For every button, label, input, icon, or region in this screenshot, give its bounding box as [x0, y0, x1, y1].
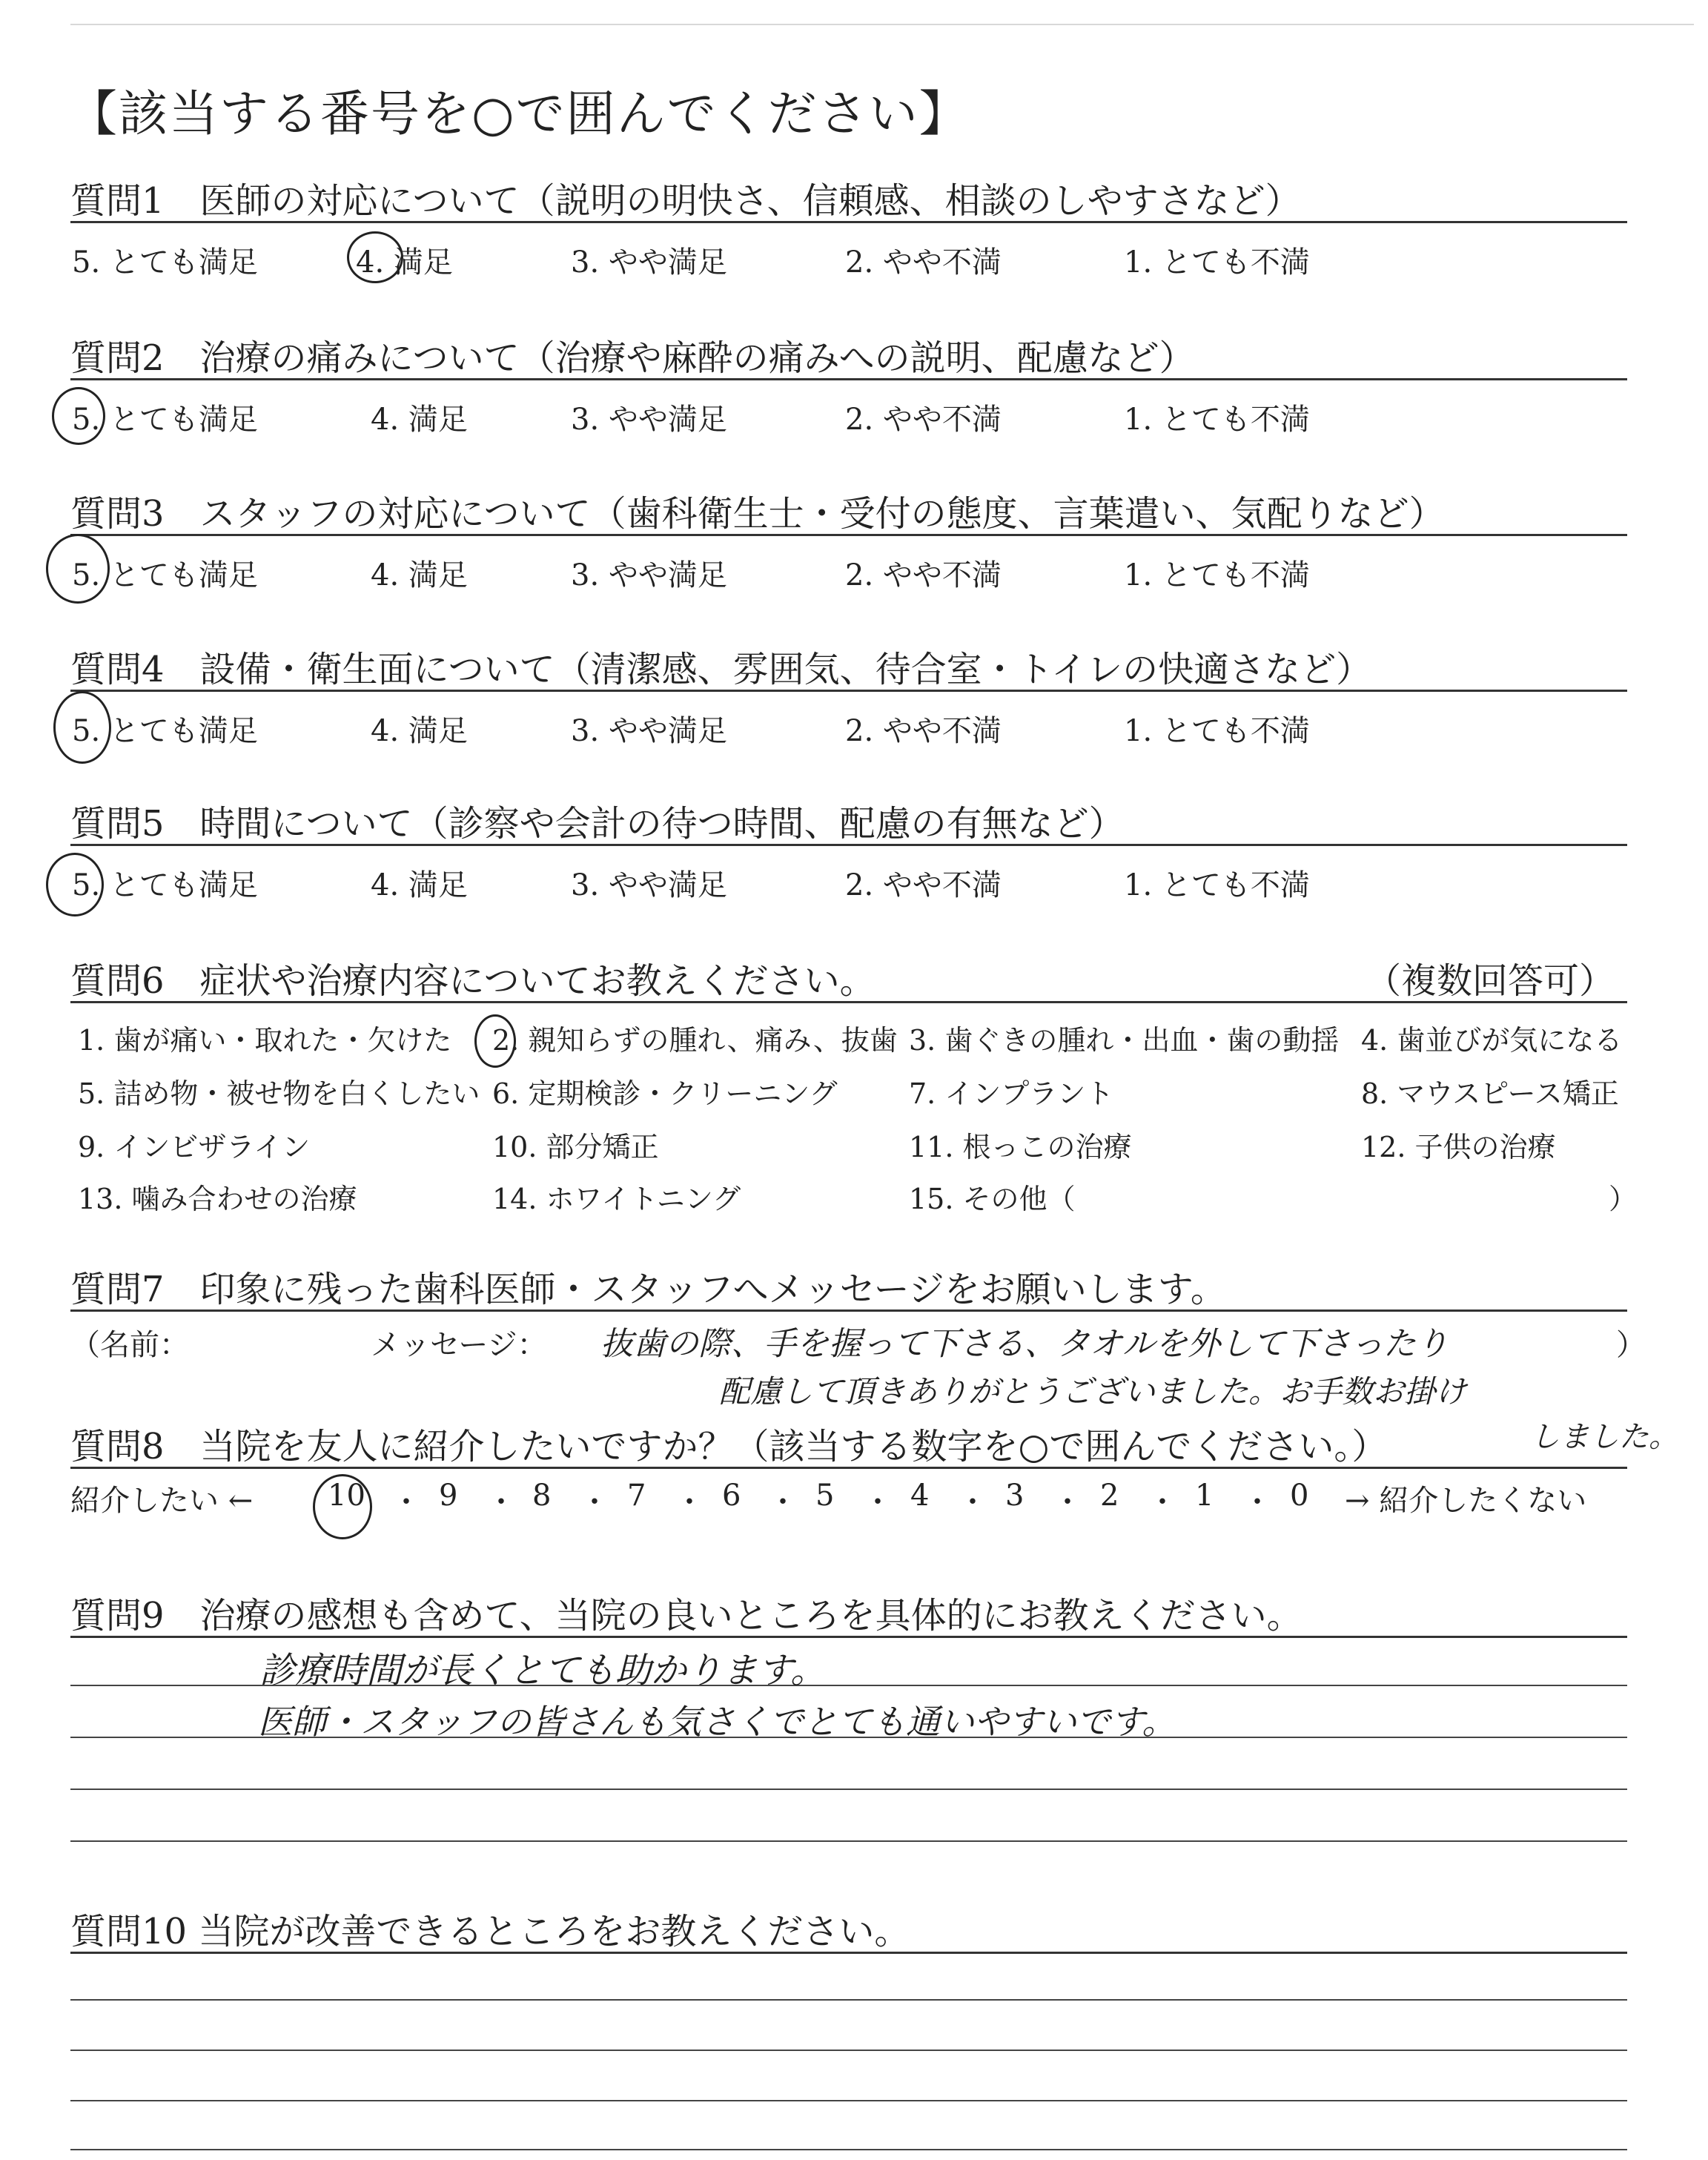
q3-option-4[interactable]: 4. 満足	[371, 558, 468, 592]
q4-option-3[interactable]: 3. やや満足	[571, 714, 727, 748]
q9-answer-line	[70, 1789, 1627, 1790]
q5-option-4[interactable]: 4. 満足	[371, 868, 468, 902]
q3-option-3[interactable]: 3. やや満足	[571, 558, 727, 592]
q6-option[interactable]: 11. 根っこの治療	[909, 1131, 1132, 1163]
q8-selection-circle	[313, 1474, 372, 1539]
q6-option[interactable]: 9. インビザライン	[78, 1131, 311, 1163]
q8-scale-value[interactable]: 6	[722, 1479, 741, 1513]
q6-note: （複数回答可）	[1366, 960, 1615, 1002]
q7-name-label: （名前：	[70, 1328, 189, 1362]
q7-message-line2: 配慮して頂きありがとうございました。お手数お掛け	[719, 1373, 1467, 1410]
q1-option-2[interactable]: 2. やや不満	[845, 245, 1002, 280]
q6-option[interactable]: 15. その他（	[909, 1183, 1076, 1215]
q10-answer-line	[70, 2149, 1627, 2150]
q6-selection-circle	[474, 1014, 516, 1068]
q7-title: 質問7 印象に残った歯科医師・スタッフへメッセージをお願いします。	[70, 1269, 1226, 1310]
q7-message-label: メッセージ：	[371, 1328, 547, 1362]
q8-scale-value[interactable]: 3	[1005, 1479, 1025, 1513]
q8-left-label: 紹介したい ←	[70, 1484, 254, 1518]
page-title: 【該当する番号を○で囲んでください】	[68, 85, 970, 142]
q6-option[interactable]: 12. 子供の治療	[1361, 1131, 1556, 1163]
q3-option-5[interactable]: 5. とても満足	[72, 558, 258, 592]
q8-scale-value[interactable]: 2	[1100, 1479, 1119, 1513]
q5-rule	[70, 844, 1627, 846]
q6-option[interactable]: 2. 親知らずの腫れ、痛み、抜歯	[492, 1024, 898, 1057]
q10-title: 質問10 当院が改善できるところをお教えください。	[70, 1911, 910, 1952]
q8-scale-value[interactable]: 5	[815, 1479, 835, 1513]
q9-title: 質問9 治療の感想も含めて、当院の良いところを具体的にお教えください。	[70, 1595, 1302, 1636]
q4-option-1[interactable]: 1. とても不満	[1124, 714, 1310, 748]
q6-option[interactable]: 6. 定期検診・クリーニング	[492, 1077, 838, 1110]
q8-scale-value[interactable]: 1	[1195, 1479, 1214, 1513]
q4-title: 質問4 設備・衛生面について（清潔感、雰囲気、待合室・トイレの快適さなど）	[70, 649, 1372, 690]
q1-rule	[70, 221, 1627, 223]
q8-scale-dot: ・	[958, 1485, 987, 1519]
q6-option[interactable]: 5. 詰め物・被せ物を白くしたい	[78, 1077, 480, 1110]
q4-rule	[70, 690, 1627, 692]
q8-scale-dot: ・	[580, 1485, 609, 1519]
q2-option-3[interactable]: 3. やや満足	[571, 403, 727, 437]
q3-title: 質問3 スタッフの対応について（歯科衛生士・受付の態度、言葉遣い、気配りなど）	[70, 493, 1445, 535]
q6-option[interactable]: 10. 部分矯正	[492, 1131, 659, 1163]
q6-other-close: ）	[1609, 1183, 1638, 1215]
q1-option-4[interactable]: 4. 満足	[356, 245, 453, 280]
q10-rule	[70, 1952, 1627, 1954]
q5-option-5[interactable]: 5. とても満足	[72, 868, 258, 902]
q8-scale-dot: ・	[486, 1485, 516, 1519]
q6-option[interactable]: 1. 歯が痛い・取れた・欠けた	[78, 1024, 452, 1057]
q8-scale-dot: ・	[675, 1485, 704, 1519]
q6-option[interactable]: 4. 歯並びが気になる	[1361, 1024, 1623, 1057]
q1-title: 質問1 医師の対応について（説明の明快さ、信頼感、相談のしやすさなど）	[70, 180, 1301, 222]
q9-answer-line	[70, 1840, 1627, 1842]
q4-selection-circle	[53, 691, 111, 764]
q3-rule	[70, 534, 1627, 536]
q10-answer-line	[70, 1999, 1627, 2001]
q8-scale-value[interactable]: 8	[532, 1479, 552, 1513]
q3-selection-circle	[46, 534, 110, 604]
q2-rule	[70, 378, 1627, 380]
q7-message-line3: しました。	[1530, 1420, 1678, 1454]
q4-option-4[interactable]: 4. 満足	[371, 714, 468, 748]
q6-option[interactable]: 8. マウスピース矯正	[1361, 1077, 1619, 1110]
q2-option-1[interactable]: 1. とても不満	[1124, 403, 1310, 437]
q9-answer-line1: 診療時間が長くとても助かります。	[259, 1650, 827, 1691]
q8-scale-value[interactable]: 10	[328, 1479, 365, 1513]
q7-rule	[70, 1309, 1627, 1312]
q8-scale-dot: ・	[1053, 1485, 1082, 1519]
q9-rule	[70, 1636, 1627, 1638]
q8-scale-dot: ・	[1242, 1485, 1272, 1519]
q8-scale-dot: ・	[863, 1485, 893, 1519]
q8-scale-value[interactable]: 0	[1290, 1479, 1309, 1513]
q5-option-2[interactable]: 2. やや不満	[845, 868, 1002, 902]
q1-option-3[interactable]: 3. やや満足	[571, 245, 727, 280]
q6-rule	[70, 1001, 1627, 1003]
q1-selection-circle	[347, 231, 403, 283]
q10-answer-line	[70, 2100, 1627, 2101]
q6-option[interactable]: 13. 噛み合わせの治療	[78, 1183, 357, 1215]
top-border	[70, 24, 1694, 25]
q8-scale-dot: ・	[1148, 1485, 1177, 1519]
q1-option-5[interactable]: 5. とても満足	[72, 245, 258, 280]
q8-scale-dot: ・	[768, 1485, 798, 1519]
q7-close-paren: ）	[1616, 1328, 1646, 1362]
q1-option-1[interactable]: 1. とても不満	[1124, 245, 1310, 280]
q8-title: 質問8 当院を友人に紹介したいですか？（該当する数字を○で囲んでください。）	[70, 1426, 1388, 1467]
q7-message-line1: 抜歯の際、手を握って下さる、タオルを外して下さったり	[600, 1325, 1449, 1363]
q8-scale-dot: ・	[391, 1485, 421, 1519]
q6-option[interactable]: 7. インプラント	[909, 1077, 1114, 1110]
q10-answer-line	[70, 2050, 1627, 2051]
q8-right-label: → 紹介したくない	[1345, 1484, 1587, 1518]
q2-title: 質問2 治療の痛みについて（治療や麻酔の痛みへの説明、配慮など）	[70, 337, 1195, 379]
q3-option-1[interactable]: 1. とても不満	[1124, 558, 1310, 592]
q4-option-2[interactable]: 2. やや不満	[845, 714, 1002, 748]
q6-option[interactable]: 3. 歯ぐきの腫れ・出血・歯の動揺	[909, 1024, 1340, 1057]
q4-option-5[interactable]: 5. とても満足	[72, 714, 258, 748]
q8-scale-value[interactable]: 9	[439, 1479, 458, 1513]
q8-scale-value[interactable]: 7	[627, 1479, 646, 1513]
q5-selection-circle	[46, 853, 104, 916]
q8-rule	[70, 1467, 1627, 1469]
q3-option-2[interactable]: 2. やや不満	[845, 558, 1002, 592]
q6-option[interactable]: 14. ホワイトニング	[492, 1183, 741, 1215]
q2-option-4[interactable]: 4. 満足	[371, 403, 468, 437]
q5-option-3[interactable]: 3. やや満足	[571, 868, 727, 902]
q9-answer-line2: 医師・スタッフの皆さんも気さくでとても通いやすいです。	[258, 1702, 1176, 1742]
q5-option-1[interactable]: 1. とても不満	[1124, 868, 1310, 902]
q6-title: 質問6 症状や治療内容についてお教えください。	[70, 960, 875, 1002]
q2-selection-circle	[52, 387, 105, 445]
q2-option-2[interactable]: 2. やや不満	[845, 403, 1002, 437]
q2-option-5[interactable]: 5. とても満足	[72, 403, 258, 437]
q8-scale-value[interactable]: 4	[910, 1479, 930, 1513]
q5-title: 質問5 時間について（診察や会計の待つ時間、配慮の有無など）	[70, 803, 1125, 845]
